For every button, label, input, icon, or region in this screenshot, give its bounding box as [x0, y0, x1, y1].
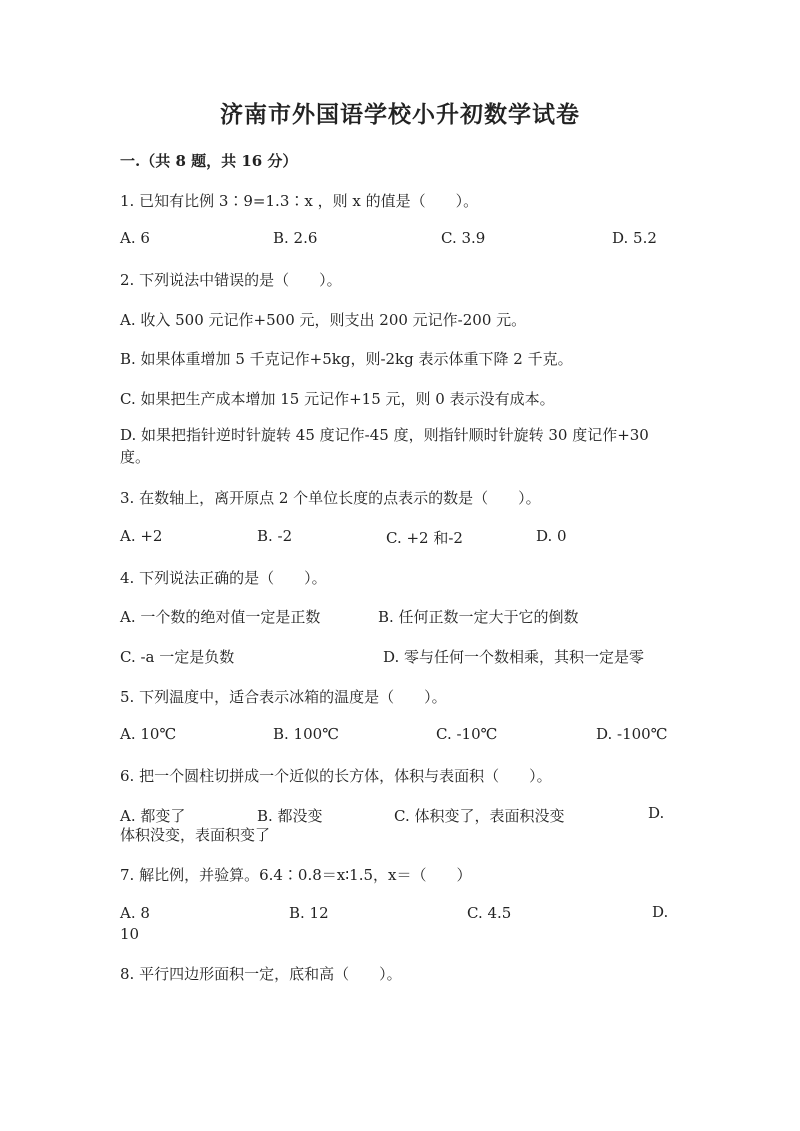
question-3-stem: 3. 在数轴上，离开原点 2 个单位长度的点表示的数是（ ）。	[120, 489, 541, 507]
question-4-option-b[interactable]: B. 任何正数一定大于它的倒数	[378, 608, 579, 626]
question-1-option-a[interactable]: A. 6	[120, 229, 150, 247]
question-3-option-c[interactable]: C. +2 和-2	[386, 529, 463, 547]
question-7-option-d[interactable]: D. 10	[120, 903, 669, 943]
question-2-stem: 2. 下列说法中错误的是（ ）。	[120, 271, 342, 289]
question-3-option-b[interactable]: B. -2	[257, 527, 293, 545]
question-1-option-b[interactable]: B. 2.6	[273, 229, 318, 247]
question-1-option-d[interactable]: D. 5.2	[612, 229, 657, 247]
section-header: 一.（共 8 题，共 16 分）	[120, 152, 298, 170]
question-6-option-b[interactable]: B. 都没变	[257, 807, 323, 825]
question-7-option-c[interactable]: C. 4.5	[467, 904, 512, 922]
question-6-option-a[interactable]: A. 都变了	[120, 807, 186, 825]
question-5-stem: 5. 下列温度中，适合表示冰箱的温度是（ ）。	[120, 688, 447, 706]
question-6-option-c[interactable]: C. 体积变了，表面积没变	[394, 807, 565, 825]
question-7-option-a[interactable]: A. 8	[120, 904, 150, 922]
question-5-option-a[interactable]: A. 10℃	[120, 725, 177, 743]
question-2-option-d[interactable]: D. 如果把指针逆时针旋转 45 度记作-45 度，则指针顺时针旋转 30 度记作+30 度。	[120, 426, 649, 466]
exam-title: 济南市外国语学校小升初数学试卷	[220, 101, 580, 128]
question-5-option-d[interactable]: D. -100℃	[596, 725, 668, 743]
question-5-option-c[interactable]: C. -10℃	[436, 725, 498, 743]
question-7-option-b[interactable]: B. 12	[289, 904, 329, 922]
question-1-option-c[interactable]: C. 3.9	[441, 229, 486, 247]
question-5-option-b[interactable]: B. 100℃	[273, 725, 339, 743]
question-4-option-c[interactable]: C. -a 一定是负数	[120, 648, 235, 666]
question-3-option-a[interactable]: A. +2	[120, 527, 163, 545]
question-7-stem: 7. 解比例，并验算。6.4∶0.8＝x∶1.5，x＝（ ）	[120, 866, 472, 884]
question-4-option-a[interactable]: A. 一个数的绝对值一定是正数	[120, 608, 321, 626]
question-2-option-b[interactable]: B. 如果体重增加 5 千克记作+5kg，则-2kg 表示体重下降 2 千克。	[120, 350, 573, 368]
question-2-option-a[interactable]: A. 收入 500 元记作+500 元，则支出 200 元记作-200 元。	[120, 311, 527, 329]
question-1-stem: 1. 已知有比例 3∶9=1.3∶x ，则 x 的值是（ ）。	[120, 192, 479, 210]
question-6-stem: 6. 把一个圆柱切拼成一个近似的长方体，体积与表面积（ ）。	[120, 767, 552, 785]
question-4-option-d[interactable]: D. 零与任何一个数相乘，其积一定是零	[383, 648, 645, 666]
question-4-stem: 4. 下列说法正确的是（ ）。	[120, 569, 327, 587]
question-2-option-c[interactable]: C. 如果把生产成本增加 15 元记作+15 元，则 0 表示没有成本。	[120, 390, 555, 408]
question-8-stem: 8. 平行四边形面积一定，底和高（ ）。	[120, 965, 402, 983]
question-3-option-d[interactable]: D. 0	[536, 527, 567, 545]
question-6-option-d[interactable]: D. 体积没变，表面积变了	[120, 804, 665, 844]
